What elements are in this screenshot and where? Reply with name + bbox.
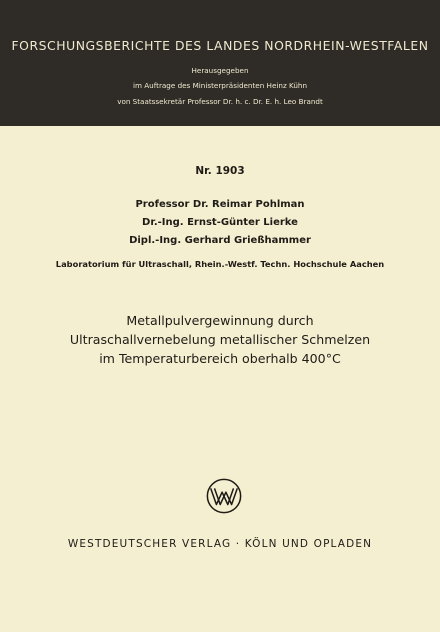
westdeutscher-verlag-ww-logo-icon <box>205 477 243 515</box>
report-title-line-2: Ultraschallvernebelung metallischer Schmelzen <box>69 332 371 347</box>
editor-line-secretary: von Staatssekretär Professor Dr. h. c. Dr. E. h. Leo Brandt <box>117 97 323 106</box>
report-title-line-1: Metallpulvergewinnung durch <box>126 313 314 328</box>
editor-line-herausgegeben: Herausgegeben <box>191 66 249 75</box>
author-1: Professor Dr. Reimar Pohlman <box>135 199 305 210</box>
publisher-name: WESTDEUTSCHER VERLAG · KÖLN UND OPLADEN <box>67 538 373 550</box>
series-title: FORSCHUNGSBERICHTE DES LANDES NORDRHEIN-WESTFALEN <box>11 38 429 53</box>
report-number: Nr. 1903 <box>195 165 245 177</box>
series-header-band <box>0 0 440 126</box>
report-title-line-3: im Temperaturbereich oberhalb 400°C <box>99 351 341 366</box>
institution: Laboratorium für Ultraschall, Rhein.-Westf. Techn. Hochschule Aachen <box>55 259 385 269</box>
editor-line-commission: im Auftrage des Ministerpräsidenten Heinz Kühn <box>132 81 308 90</box>
author-3: Dipl.-Ing. Gerhard Grießhammer <box>129 235 311 246</box>
author-2: Dr.-Ing. Ernst-Günter Lierke <box>142 217 298 228</box>
